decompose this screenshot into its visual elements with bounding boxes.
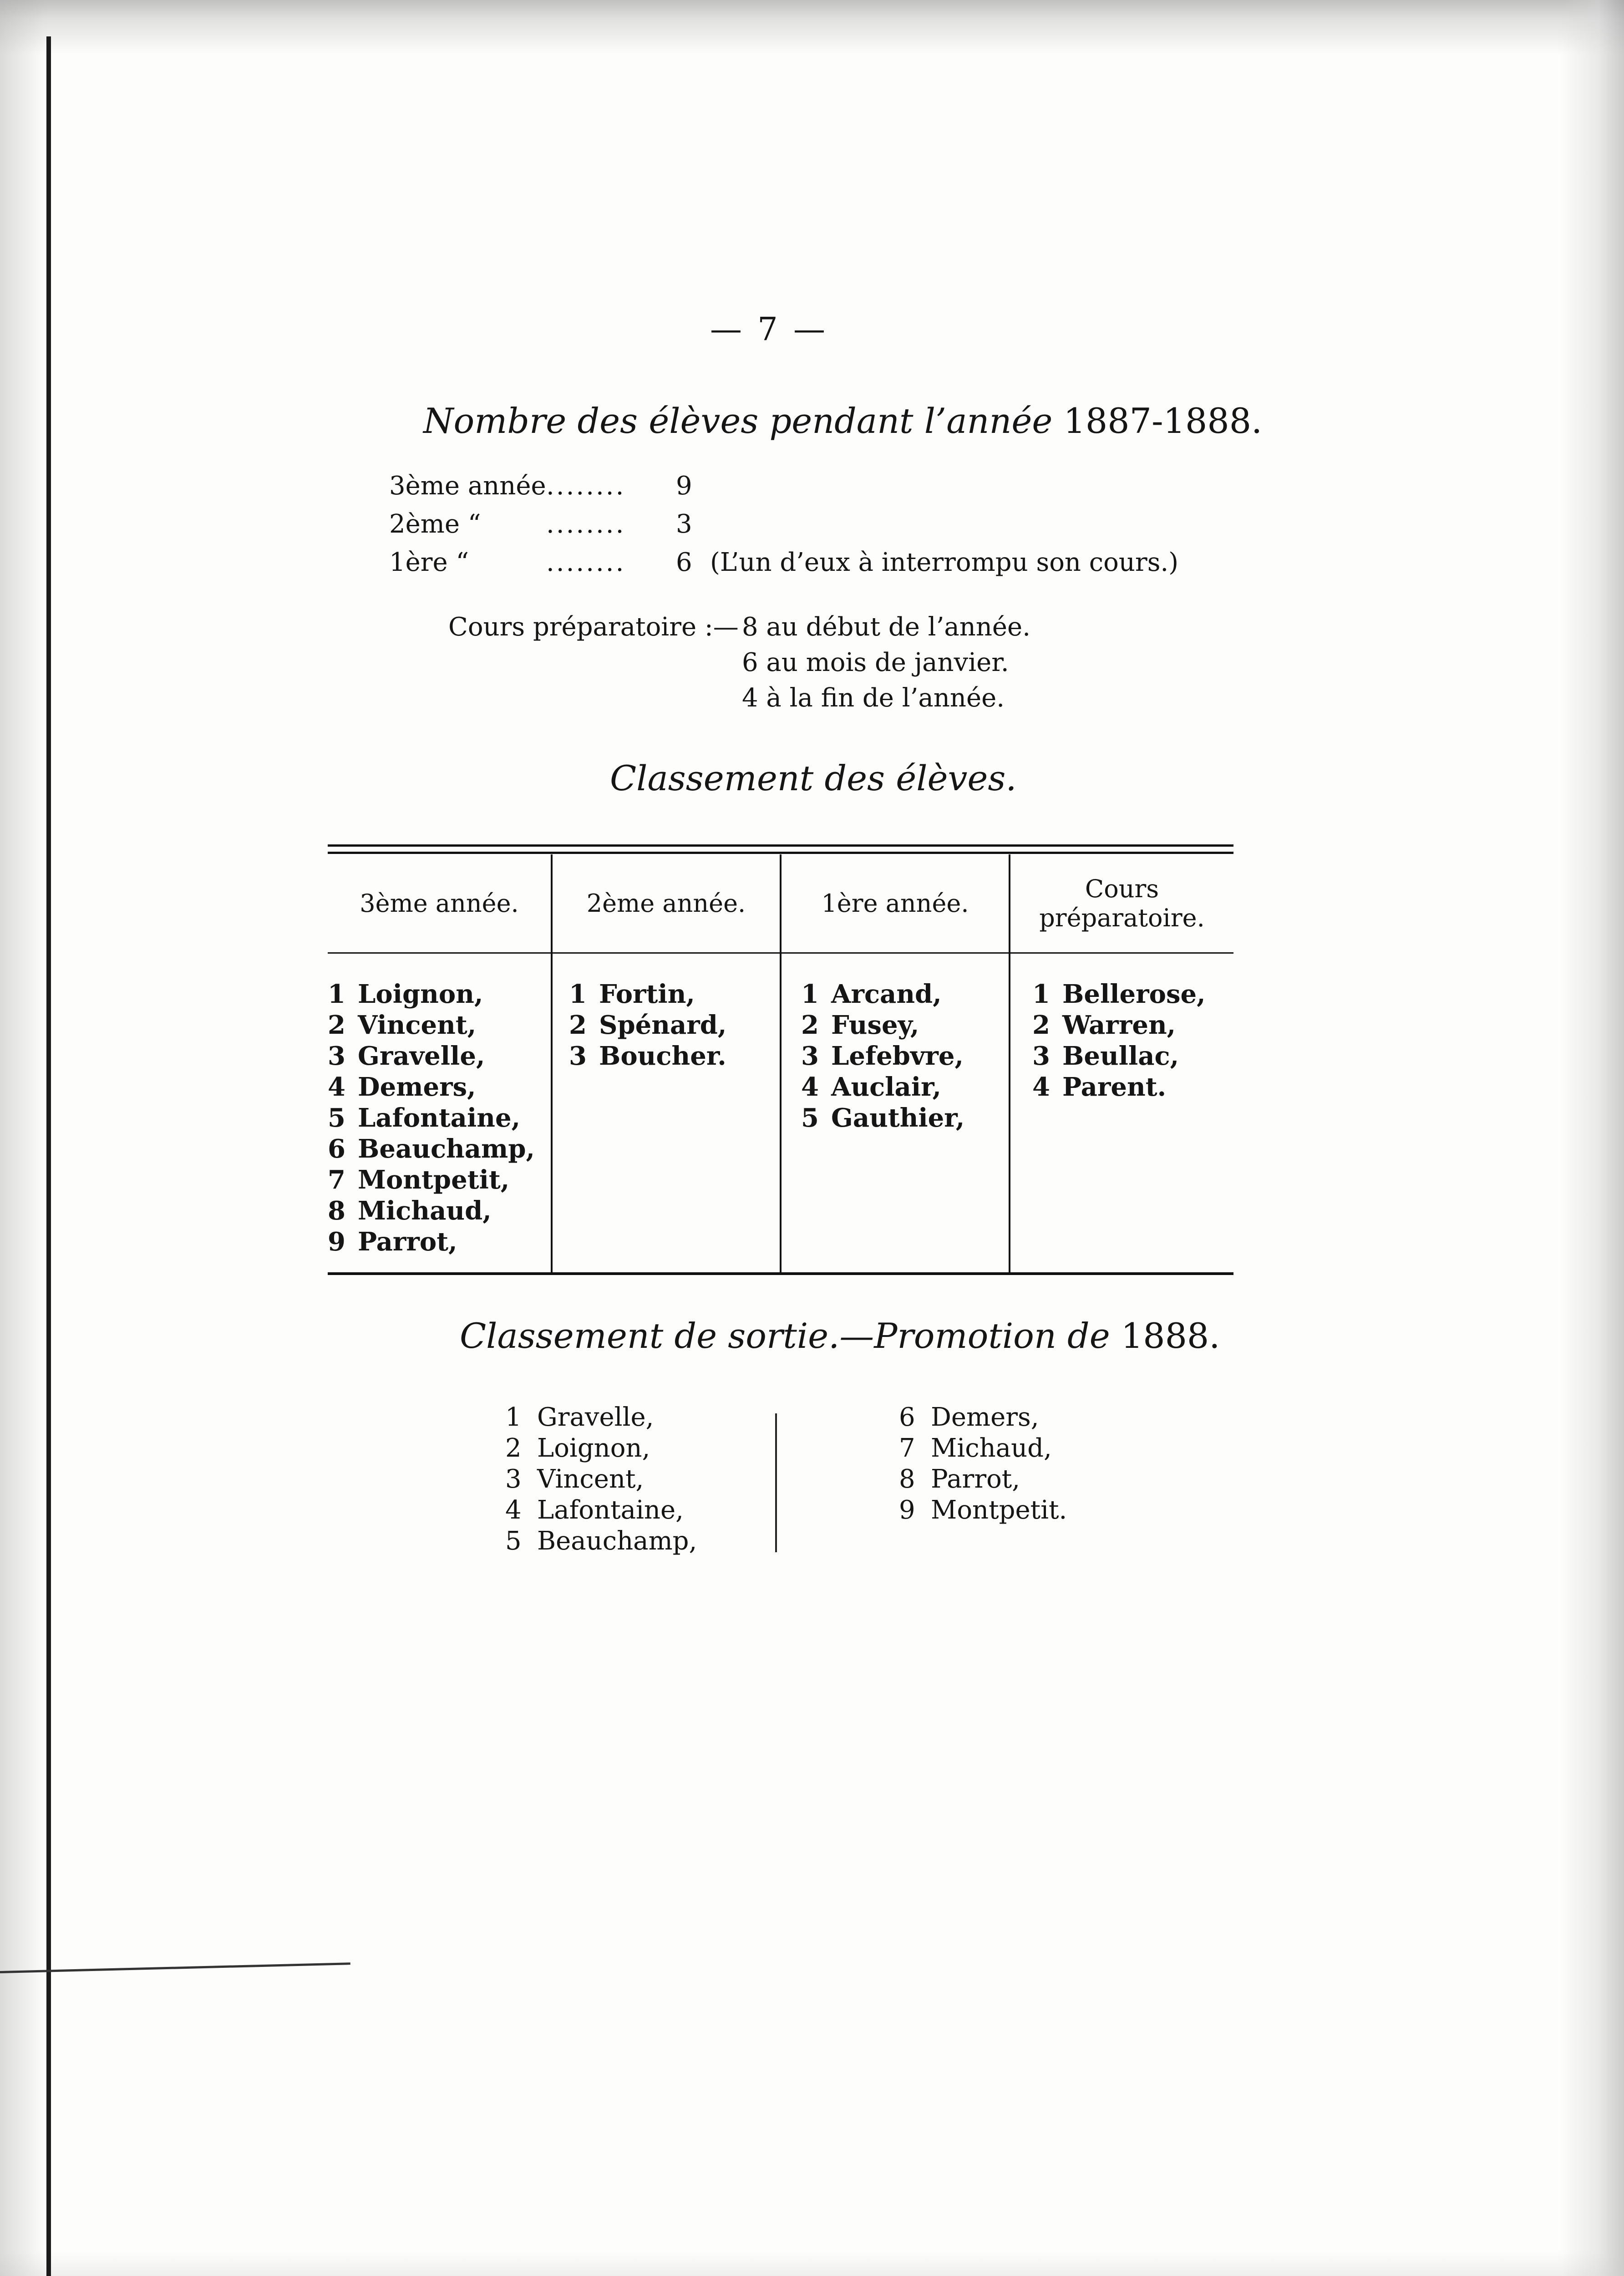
- student-name: Demers,: [931, 1402, 1039, 1432]
- rank-number: 5: [505, 1526, 522, 1556]
- student-name: Boucher.: [599, 1041, 726, 1071]
- column-cours-preparatoire: [1032, 979, 1206, 1102]
- student-name: Auclair,: [831, 1072, 942, 1102]
- column-header: 3ème année.: [360, 889, 519, 918]
- list-item: [801, 1072, 964, 1102]
- rank-number: 1: [569, 979, 587, 1009]
- rank-number: 2: [505, 1433, 522, 1463]
- rank-number: 6: [328, 1134, 345, 1164]
- rank-number: 3: [505, 1464, 522, 1494]
- rank-number: 3: [1032, 1041, 1050, 1071]
- scan-stroke: [0, 1962, 350, 1973]
- year-count: 6: [676, 548, 692, 577]
- ranking-table: [328, 844, 1233, 1277]
- student-name: Montpetit.: [931, 1495, 1067, 1525]
- student-name: Parrot,: [931, 1464, 1020, 1494]
- rank-number: 7: [328, 1165, 345, 1195]
- rank-number: 1: [1032, 979, 1050, 1009]
- rank-number: 6: [899, 1402, 915, 1432]
- list-item: [1032, 979, 1206, 1010]
- prep-line: 4 à la fin de l’année.: [742, 683, 1005, 713]
- rank-number: 5: [801, 1103, 819, 1133]
- student-name: Loignon,: [537, 1433, 650, 1463]
- column-3eme: [328, 979, 535, 1257]
- student-name: Montpetit,: [358, 1165, 510, 1195]
- exit-list-right: [899, 1402, 1067, 1526]
- rank-number: 5: [328, 1103, 345, 1133]
- list-item: [505, 1402, 697, 1433]
- student-name: Fusey,: [831, 1010, 919, 1040]
- rank-number: 2: [801, 1010, 819, 1040]
- student-name: Vincent,: [358, 1010, 477, 1040]
- student-name: Warren,: [1062, 1010, 1176, 1040]
- list-item: [328, 1102, 535, 1133]
- year-count: 3: [676, 509, 692, 539]
- rank-number: 8: [328, 1196, 345, 1226]
- table-column-divider: [1009, 854, 1010, 1272]
- stats-title: [423, 401, 1262, 441]
- student-name: Beauchamp,: [537, 1526, 697, 1556]
- scan-edge-right: [1560, 0, 1624, 2276]
- list-item: [801, 1102, 964, 1133]
- list-item: [328, 1164, 535, 1195]
- student-name: Lafontaine,: [537, 1495, 684, 1525]
- table-rule: [328, 844, 1233, 847]
- rank-number: 2: [328, 1010, 345, 1040]
- student-name: Bellerose,: [1062, 979, 1206, 1009]
- exit-title-text: Classement de sortie.—Promotion de: [460, 1316, 1110, 1356]
- list-item: [569, 1010, 726, 1041]
- scan-edge-left: [0, 0, 46, 2276]
- column-header: 1ère année.: [821, 889, 969, 918]
- scan-edge-bottom: [0, 2252, 1624, 2276]
- list-item: [505, 1526, 697, 1557]
- list-item: [328, 979, 535, 1010]
- student-name: Parent.: [1062, 1072, 1167, 1102]
- exit-title: [460, 1316, 1220, 1356]
- list-item: [505, 1495, 697, 1526]
- list-item: [328, 1010, 535, 1041]
- list-item: [899, 1464, 1067, 1495]
- student-name: Gravelle,: [537, 1402, 654, 1432]
- list-item: [801, 1010, 964, 1041]
- rank-number: 1: [505, 1402, 522, 1432]
- rank-number: 3: [801, 1041, 819, 1071]
- rank-number: 8: [899, 1464, 915, 1494]
- exit-title-year: 1888.: [1121, 1316, 1220, 1356]
- list-item: [899, 1402, 1067, 1433]
- list-item: [328, 1226, 535, 1257]
- year-note: (L’un d’eux à interrompu son cours.): [710, 548, 1179, 577]
- list-item: [1032, 1041, 1206, 1072]
- student-name: Parrot,: [358, 1227, 457, 1257]
- student-name: Beullac,: [1062, 1041, 1179, 1071]
- list-item: [801, 1041, 964, 1072]
- student-name: Loignon,: [358, 979, 483, 1009]
- rank-number: 4: [801, 1072, 819, 1102]
- student-name: Beauchamp,: [358, 1134, 535, 1164]
- column-header: Cours préparatoire.: [1039, 874, 1205, 932]
- column-1ere: [801, 979, 964, 1133]
- year-dots: ........: [546, 471, 626, 501]
- list-item: [505, 1433, 697, 1464]
- page-number: — 7 —: [710, 310, 828, 348]
- scan-edge-top: [0, 0, 1624, 55]
- rank-number: 1: [801, 979, 819, 1009]
- student-name: Vincent,: [537, 1464, 644, 1494]
- list-item: [569, 1041, 726, 1072]
- rank-number: 4: [328, 1072, 345, 1102]
- list-item: [328, 1133, 535, 1164]
- student-name: Gauthier,: [831, 1103, 965, 1133]
- year-label: 3ème année: [389, 471, 546, 501]
- table-rule: [328, 852, 1233, 854]
- year-dots: ........: [546, 509, 626, 539]
- binding-line: [46, 36, 51, 2276]
- student-name: Arcand,: [831, 979, 942, 1009]
- rank-number: 3: [328, 1041, 345, 1071]
- rank-number: 2: [569, 1010, 587, 1040]
- year-label: 1ère “: [389, 548, 469, 577]
- rank-number: 9: [899, 1495, 915, 1525]
- year-dots: ........: [546, 548, 626, 577]
- student-name: Michaud,: [931, 1433, 1052, 1463]
- student-name: Lafontaine,: [358, 1103, 521, 1133]
- ranking-title: Classement des élèves.: [610, 758, 1017, 798]
- student-name: Gravelle,: [358, 1041, 485, 1071]
- table-rule: [328, 1272, 1233, 1275]
- year-label: 2ème “: [389, 509, 481, 539]
- list-item: [569, 979, 726, 1010]
- exit-divider: [775, 1413, 777, 1552]
- column-2eme: [569, 979, 726, 1072]
- prep-line: 6 au mois de janvier.: [742, 648, 1009, 677]
- list-item: [328, 1041, 535, 1072]
- column-header: 2ème année.: [586, 889, 746, 918]
- student-name: Lefebvre,: [831, 1041, 964, 1071]
- student-name: Demers,: [358, 1072, 476, 1102]
- stats-title-text: Nombre des élèves pendant l’année: [423, 401, 1053, 441]
- rank-number: 4: [505, 1495, 522, 1525]
- list-item: [1032, 1010, 1206, 1041]
- student-name: Spénard,: [599, 1010, 727, 1040]
- student-name: Fortin,: [599, 979, 695, 1009]
- rank-number: 1: [328, 979, 345, 1009]
- list-item: [899, 1433, 1067, 1464]
- rank-number: 3: [569, 1041, 587, 1071]
- rank-number: 2: [1032, 1010, 1050, 1040]
- year-count: 9: [676, 471, 692, 501]
- list-item: [1032, 1072, 1206, 1102]
- rank-number: 4: [1032, 1072, 1050, 1102]
- rank-number: 7: [899, 1433, 915, 1463]
- list-item: [899, 1495, 1067, 1526]
- prep-line: 8 au début de l’année.: [742, 612, 1030, 642]
- exit-list-left: [505, 1402, 697, 1557]
- prep-label: Cours préparatoire :—: [448, 612, 739, 642]
- rank-number: 9: [328, 1227, 345, 1257]
- list-item: [801, 979, 964, 1010]
- stats-title-year: 1887-1888.: [1063, 401, 1263, 441]
- list-item: [505, 1464, 697, 1495]
- list-item: [328, 1195, 535, 1226]
- list-item: [328, 1072, 535, 1102]
- student-name: Michaud,: [358, 1196, 492, 1226]
